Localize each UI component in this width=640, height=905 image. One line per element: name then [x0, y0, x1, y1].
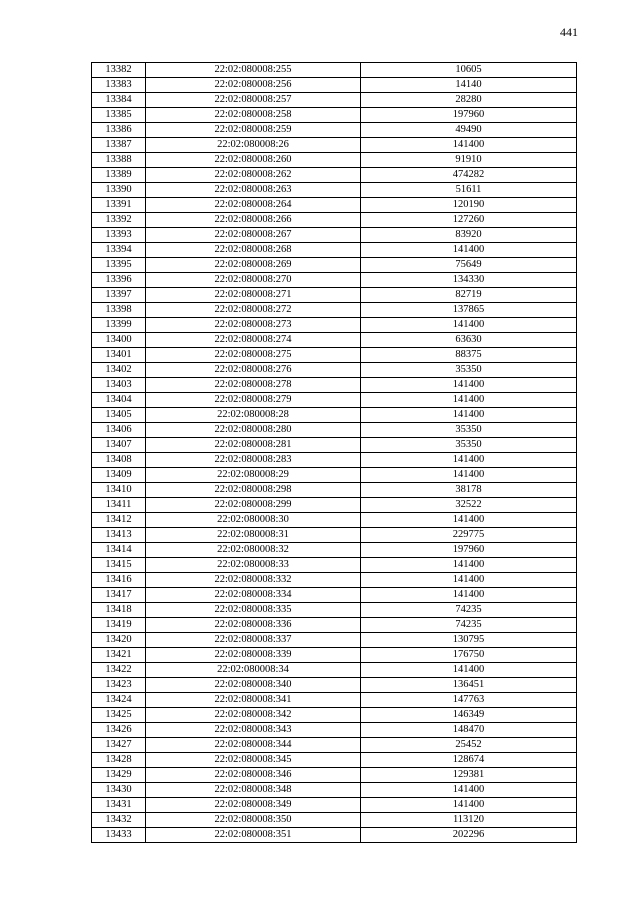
cadastral-number-cell: 22:02:080008:349 — [146, 798, 361, 813]
value-cell: 83920 — [361, 228, 577, 243]
cadastral-number-cell: 22:02:080008:257 — [146, 93, 361, 108]
row-number-cell: 13405 — [92, 408, 146, 423]
cadastral-number-cell: 22:02:080008:255 — [146, 63, 361, 78]
row-number-cell: 13429 — [92, 768, 146, 783]
cadastral-number-cell: 22:02:080008:351 — [146, 828, 361, 843]
value-cell: 141400 — [361, 408, 577, 423]
value-cell: 141400 — [361, 558, 577, 573]
row-number-cell: 13385 — [92, 108, 146, 123]
row-number-cell: 13430 — [92, 783, 146, 798]
table-row — [92, 693, 577, 708]
row-number-cell: 13394 — [92, 243, 146, 258]
table-row — [92, 438, 577, 453]
value-cell: 130795 — [361, 633, 577, 648]
cadastral-number-cell: 22:02:080008:299 — [146, 498, 361, 513]
cadastral-number-cell: 22:02:080008:256 — [146, 78, 361, 93]
row-number-cell: 13382 — [92, 63, 146, 78]
row-number-cell: 13387 — [92, 138, 146, 153]
cadastral-number-cell: 22:02:080008:346 — [146, 768, 361, 783]
cadastral-number-cell: 22:02:080008:278 — [146, 378, 361, 393]
value-cell: 137865 — [361, 303, 577, 318]
row-number-cell: 13424 — [92, 693, 146, 708]
row-number-cell: 13402 — [92, 363, 146, 378]
row-number-cell: 13399 — [92, 318, 146, 333]
cadastral-number-cell: 22:02:080008:342 — [146, 708, 361, 723]
row-number-cell: 13410 — [92, 483, 146, 498]
table-row — [92, 738, 577, 753]
table-row — [92, 408, 577, 423]
table-row — [92, 618, 577, 633]
row-number-cell: 13415 — [92, 558, 146, 573]
cadastral-number-cell: 22:02:080008:348 — [146, 783, 361, 798]
table-row — [92, 678, 577, 693]
row-number-cell: 13431 — [92, 798, 146, 813]
cadastral-number-cell: 22:02:080008:332 — [146, 573, 361, 588]
row-number-cell: 13390 — [92, 183, 146, 198]
value-cell: 141400 — [361, 468, 577, 483]
table-row — [92, 393, 577, 408]
table-row — [92, 633, 577, 648]
table-row — [92, 213, 577, 228]
value-cell: 197960 — [361, 543, 577, 558]
value-cell: 141400 — [361, 318, 577, 333]
value-cell: 136451 — [361, 678, 577, 693]
value-cell: 127260 — [361, 213, 577, 228]
row-number-cell: 13398 — [92, 303, 146, 318]
cadastral-number-cell: 22:02:080008:279 — [146, 393, 361, 408]
table-row — [92, 468, 577, 483]
value-cell: 134330 — [361, 273, 577, 288]
table-row — [92, 708, 577, 723]
row-number-cell: 13395 — [92, 258, 146, 273]
value-cell: 14140 — [361, 78, 577, 93]
table-row — [92, 543, 577, 558]
row-number-cell: 13422 — [92, 663, 146, 678]
row-number-cell: 13411 — [92, 498, 146, 513]
row-number-cell: 13414 — [92, 543, 146, 558]
cadastral-number-cell: 22:02:080008:283 — [146, 453, 361, 468]
row-number-cell: 13406 — [92, 423, 146, 438]
table-row — [92, 63, 577, 78]
value-cell: 141400 — [361, 588, 577, 603]
table-row — [92, 498, 577, 513]
row-number-cell: 13403 — [92, 378, 146, 393]
table-row — [92, 423, 577, 438]
row-number-cell: 13397 — [92, 288, 146, 303]
row-number-cell: 13426 — [92, 723, 146, 738]
row-number-cell: 13421 — [92, 648, 146, 663]
row-number-cell: 13419 — [92, 618, 146, 633]
cadastral-number-cell: 22:02:080008:267 — [146, 228, 361, 243]
value-cell: 10605 — [361, 63, 577, 78]
cadastral-number-cell: 22:02:080008:260 — [146, 153, 361, 168]
cadastral-number-cell: 22:02:080008:26 — [146, 138, 361, 153]
cadastral-number-cell: 22:02:080008:28 — [146, 408, 361, 423]
table-row — [92, 123, 577, 138]
row-number-cell: 13404 — [92, 393, 146, 408]
table-row — [92, 453, 577, 468]
cadastral-number-cell: 22:02:080008:350 — [146, 813, 361, 828]
table-row — [92, 243, 577, 258]
value-cell: 197960 — [361, 108, 577, 123]
cadastral-number-cell: 22:02:080008:259 — [146, 123, 361, 138]
value-cell: 176750 — [361, 648, 577, 663]
row-number-cell: 13407 — [92, 438, 146, 453]
cadastral-number-cell: 22:02:080008:272 — [146, 303, 361, 318]
value-cell: 147763 — [361, 693, 577, 708]
table-row — [92, 783, 577, 798]
row-number-cell: 13412 — [92, 513, 146, 528]
cadastral-number-cell: 22:02:080008:270 — [146, 273, 361, 288]
row-number-cell: 13427 — [92, 738, 146, 753]
row-number-cell: 13383 — [92, 78, 146, 93]
cadastral-number-cell: 22:02:080008:276 — [146, 363, 361, 378]
table-row — [92, 228, 577, 243]
table-row — [92, 288, 577, 303]
value-cell: 146349 — [361, 708, 577, 723]
row-number-cell: 13391 — [92, 198, 146, 213]
cadastral-number-cell: 22:02:080008:274 — [146, 333, 361, 348]
table-row — [92, 798, 577, 813]
cadastral-number-cell: 22:02:080008:271 — [146, 288, 361, 303]
row-number-cell: 13417 — [92, 588, 146, 603]
value-cell: 128674 — [361, 753, 577, 768]
cadastral-number-cell: 22:02:080008:275 — [146, 348, 361, 363]
row-number-cell: 13420 — [92, 633, 146, 648]
row-number-cell: 13433 — [92, 828, 146, 843]
cadastral-number-cell: 22:02:080008:340 — [146, 678, 361, 693]
table-row — [92, 768, 577, 783]
table-row — [92, 588, 577, 603]
cadastral-number-cell: 22:02:080008:334 — [146, 588, 361, 603]
table-row — [92, 723, 577, 738]
table-row — [92, 603, 577, 618]
table-row — [92, 828, 577, 843]
value-cell: 141400 — [361, 513, 577, 528]
value-cell: 141400 — [361, 138, 577, 153]
cadastral-number-cell: 22:02:080008:336 — [146, 618, 361, 633]
cadastral-number-cell: 22:02:080008:266 — [146, 213, 361, 228]
row-number-cell: 13388 — [92, 153, 146, 168]
cadastral-number-cell: 22:02:080008:344 — [146, 738, 361, 753]
table-row — [92, 108, 577, 123]
value-cell: 35350 — [361, 363, 577, 378]
value-cell: 82719 — [361, 288, 577, 303]
cadastral-number-cell: 22:02:080008:341 — [146, 693, 361, 708]
row-number-cell: 13425 — [92, 708, 146, 723]
table-row — [92, 378, 577, 393]
row-number-cell: 13400 — [92, 333, 146, 348]
value-cell: 91910 — [361, 153, 577, 168]
row-number-cell: 13396 — [92, 273, 146, 288]
value-cell: 49490 — [361, 123, 577, 138]
table-row — [92, 558, 577, 573]
cadastral-number-cell: 22:02:080008:280 — [146, 423, 361, 438]
table-row — [92, 198, 577, 213]
value-cell: 35350 — [361, 438, 577, 453]
row-number-cell: 13423 — [92, 678, 146, 693]
cadastral-number-cell: 22:02:080008:335 — [146, 603, 361, 618]
records-table — [91, 62, 577, 843]
row-number-cell: 13428 — [92, 753, 146, 768]
row-number-cell: 13393 — [92, 228, 146, 243]
value-cell: 88375 — [361, 348, 577, 363]
value-cell: 229775 — [361, 528, 577, 543]
row-number-cell: 13401 — [92, 348, 146, 363]
cadastral-number-cell: 22:02:080008:32 — [146, 543, 361, 558]
table-row — [92, 333, 577, 348]
value-cell: 51611 — [361, 183, 577, 198]
value-cell: 141400 — [361, 783, 577, 798]
row-number-cell: 13416 — [92, 573, 146, 588]
records-table-body — [92, 63, 577, 843]
cadastral-number-cell: 22:02:080008:29 — [146, 468, 361, 483]
table-row — [92, 813, 577, 828]
cadastral-number-cell: 22:02:080008:31 — [146, 528, 361, 543]
cadastral-number-cell: 22:02:080008:264 — [146, 198, 361, 213]
cadastral-number-cell: 22:02:080008:345 — [146, 753, 361, 768]
table-row — [92, 513, 577, 528]
table-row — [92, 483, 577, 498]
value-cell: 141400 — [361, 573, 577, 588]
value-cell: 202296 — [361, 828, 577, 843]
row-number-cell: 13392 — [92, 213, 146, 228]
cadastral-number-cell: 22:02:080008:337 — [146, 633, 361, 648]
value-cell: 35350 — [361, 423, 577, 438]
row-number-cell: 13413 — [92, 528, 146, 543]
row-number-cell: 13432 — [92, 813, 146, 828]
table-row — [92, 663, 577, 678]
value-cell: 141400 — [361, 378, 577, 393]
table-row — [92, 78, 577, 93]
row-number-cell: 13386 — [92, 123, 146, 138]
cadastral-number-cell: 22:02:080008:30 — [146, 513, 361, 528]
row-number-cell: 13389 — [92, 168, 146, 183]
cadastral-number-cell: 22:02:080008:339 — [146, 648, 361, 663]
page-number: 441 — [560, 25, 578, 39]
table-row — [92, 153, 577, 168]
cadastral-number-cell: 22:02:080008:263 — [146, 183, 361, 198]
table-row — [92, 348, 577, 363]
table-row — [92, 528, 577, 543]
value-cell: 74235 — [361, 603, 577, 618]
value-cell: 75649 — [361, 258, 577, 273]
cadastral-number-cell: 22:02:080008:258 — [146, 108, 361, 123]
table-row — [92, 648, 577, 663]
value-cell: 74235 — [361, 618, 577, 633]
cadastral-number-cell: 22:02:080008:273 — [146, 318, 361, 333]
table-row — [92, 138, 577, 153]
cadastral-number-cell: 22:02:080008:298 — [146, 483, 361, 498]
value-cell: 474282 — [361, 168, 577, 183]
cadastral-number-cell: 22:02:080008:281 — [146, 438, 361, 453]
value-cell: 141400 — [361, 663, 577, 678]
cadastral-number-cell: 22:02:080008:268 — [146, 243, 361, 258]
cadastral-number-cell: 22:02:080008:34 — [146, 663, 361, 678]
value-cell: 129381 — [361, 768, 577, 783]
value-cell: 113120 — [361, 813, 577, 828]
value-cell: 25452 — [361, 738, 577, 753]
value-cell: 120190 — [361, 198, 577, 213]
row-number-cell: 13384 — [92, 93, 146, 108]
table-row — [92, 273, 577, 288]
row-number-cell: 13409 — [92, 468, 146, 483]
table-row — [92, 183, 577, 198]
value-cell: 141400 — [361, 243, 577, 258]
value-cell: 32522 — [361, 498, 577, 513]
table-row — [92, 303, 577, 318]
value-cell: 148470 — [361, 723, 577, 738]
row-number-cell: 13418 — [92, 603, 146, 618]
value-cell: 28280 — [361, 93, 577, 108]
value-cell: 38178 — [361, 483, 577, 498]
value-cell: 63630 — [361, 333, 577, 348]
cadastral-number-cell: 22:02:080008:343 — [146, 723, 361, 738]
table-row — [92, 753, 577, 768]
table-row — [92, 363, 577, 378]
table-row — [92, 318, 577, 333]
value-cell: 141400 — [361, 798, 577, 813]
cadastral-number-cell: 22:02:080008:269 — [146, 258, 361, 273]
cadastral-number-cell: 22:02:080008:262 — [146, 168, 361, 183]
row-number-cell: 13408 — [92, 453, 146, 468]
value-cell: 141400 — [361, 393, 577, 408]
table-row — [92, 573, 577, 588]
table-row — [92, 258, 577, 273]
cadastral-number-cell: 22:02:080008:33 — [146, 558, 361, 573]
value-cell: 141400 — [361, 453, 577, 468]
table-row — [92, 168, 577, 183]
table-row — [92, 93, 577, 108]
